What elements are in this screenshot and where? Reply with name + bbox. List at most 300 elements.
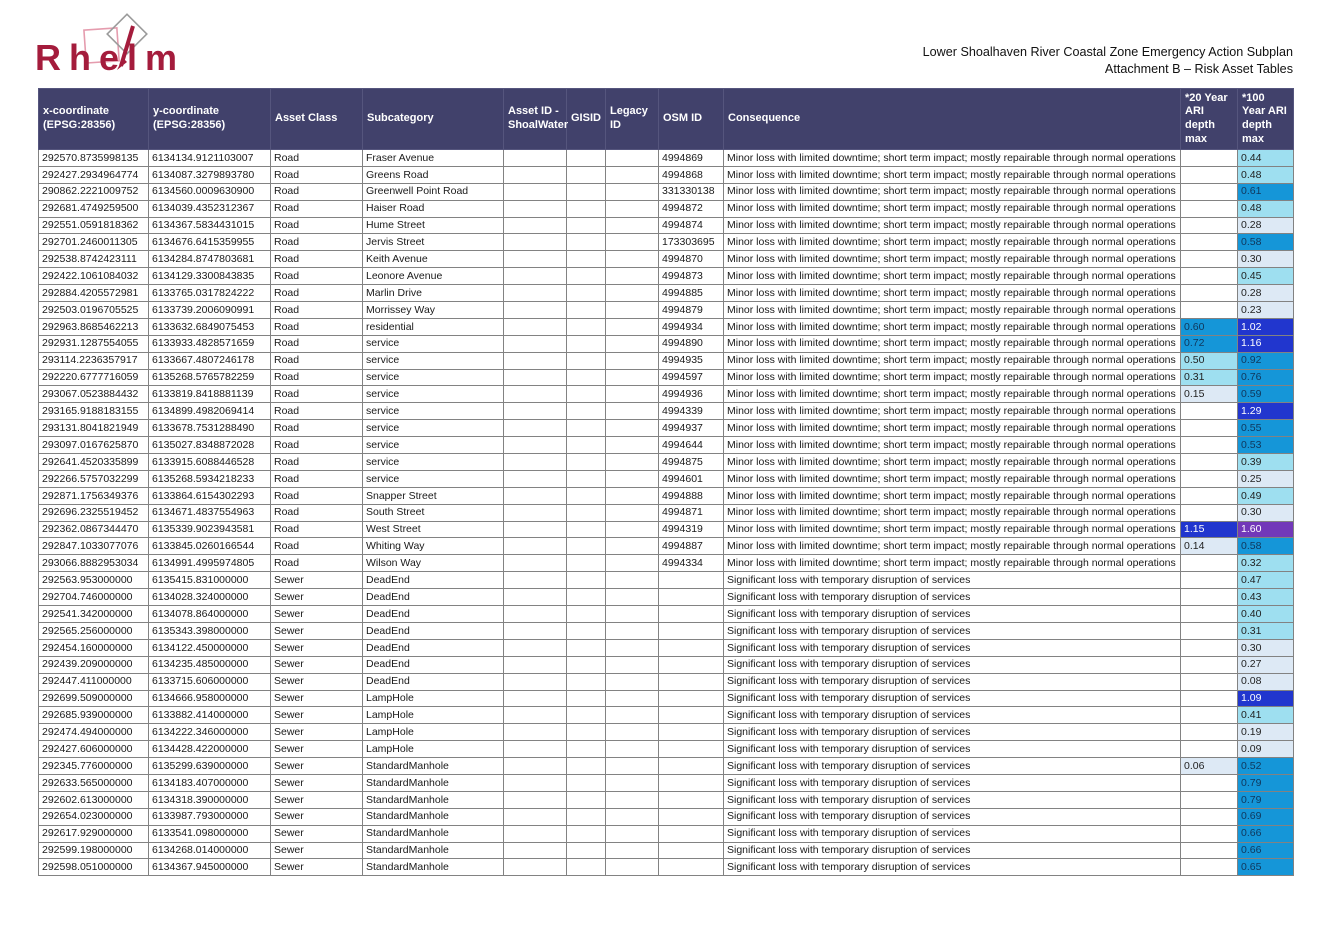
cell-subcategory: Greens Road: [363, 166, 504, 183]
cell-ari100: 0.41: [1238, 707, 1294, 724]
logo-brand-text: Rhelm: [35, 37, 186, 78]
cell-osm_id: [659, 690, 724, 707]
cell-y: 6133987.793000000: [149, 808, 271, 825]
cell-legacy_id: [606, 268, 659, 285]
cell-osm_id: 4994319: [659, 521, 724, 538]
cell-asset_id_shoalwater: [504, 774, 567, 791]
cell-y: 6135268.5765782259: [149, 369, 271, 386]
cell-ari20: [1181, 200, 1238, 217]
cell-ari100: 0.92: [1238, 352, 1294, 369]
cell-legacy_id: [606, 403, 659, 420]
cell-asset_id_shoalwater: [504, 403, 567, 420]
table-row: [39, 504, 1294, 521]
cell-legacy_id: [606, 166, 659, 183]
cell-subcategory: StandardManhole: [363, 808, 504, 825]
cell-osm_id: 4994869: [659, 150, 724, 167]
cell-asset_class: Road: [271, 251, 363, 268]
cell-subcategory: Wilson Way: [363, 555, 504, 572]
cell-subcategory: service: [363, 352, 504, 369]
cell-asset_id_shoalwater: [504, 859, 567, 876]
cell-ari100: 0.44: [1238, 150, 1294, 167]
col-header-ari100: *100 Year ARI depth max: [1238, 89, 1294, 150]
cell-consequence: Significant loss with temporary disruption of services: [724, 589, 1181, 606]
cell-subcategory: service: [363, 437, 504, 454]
cell-legacy_id: [606, 774, 659, 791]
cell-subcategory: Morrissey Way: [363, 302, 504, 319]
cell-y: 6134122.450000000: [149, 639, 271, 656]
cell-asset_id_shoalwater: [504, 386, 567, 403]
cell-asset_class: Road: [271, 318, 363, 335]
cell-legacy_id: [606, 622, 659, 639]
cell-y: 6133933.4828571659: [149, 335, 271, 352]
cell-gisid: [567, 859, 606, 876]
cell-consequence: Significant loss with temporary disruption of services: [724, 842, 1181, 859]
cell-asset_class: Road: [271, 302, 363, 319]
cell-subcategory: Fraser Avenue: [363, 150, 504, 167]
cell-ari100: 0.28: [1238, 217, 1294, 234]
cell-subcategory: Marlin Drive: [363, 285, 504, 302]
cell-gisid: [567, 690, 606, 707]
cell-legacy_id: [606, 420, 659, 437]
cell-gisid: [567, 555, 606, 572]
table-row: [39, 724, 1294, 741]
cell-osm_id: 4994937: [659, 420, 724, 437]
cell-asset_class: Sewer: [271, 656, 363, 673]
cell-consequence: Minor loss with limited downtime; short term impact; mostly repairable through normal operations: [724, 521, 1181, 538]
table-row: [39, 217, 1294, 234]
cell-subcategory: DeadEnd: [363, 572, 504, 589]
cell-legacy_id: [606, 589, 659, 606]
cell-osm_id: 4994334: [659, 555, 724, 572]
cell-y: 6134666.958000000: [149, 690, 271, 707]
title-line-1: Lower Shoalhaven River Coastal Zone Emergency Action Subplan: [922, 45, 1293, 59]
table-row: [39, 572, 1294, 589]
cell-osm_id: 4994868: [659, 166, 724, 183]
cell-asset_class: Road: [271, 521, 363, 538]
col-header-gisid: GISID: [567, 89, 606, 150]
cell-y: 6133819.8418881139: [149, 386, 271, 403]
cell-gisid: [567, 521, 606, 538]
cell-y: 6133541.098000000: [149, 825, 271, 842]
cell-ari20: 0.72: [1181, 335, 1238, 352]
cell-osm_id: 4994935: [659, 352, 724, 369]
cell-consequence: Minor loss with limited downtime; short term impact; mostly repairable through normal operations: [724, 538, 1181, 555]
cell-ari100: 0.30: [1238, 251, 1294, 268]
cell-consequence: Minor loss with limited downtime; short term impact; mostly repairable through normal operations: [724, 504, 1181, 521]
cell-asset_class: Road: [271, 268, 363, 285]
cell-consequence: Minor loss with limited downtime; short term impact; mostly repairable through normal operations: [724, 318, 1181, 335]
cell-asset_id_shoalwater: [504, 673, 567, 690]
cell-y: 6134129.3300843835: [149, 268, 271, 285]
cell-ari20: [1181, 842, 1238, 859]
cell-ari20: [1181, 217, 1238, 234]
cell-ari100: 0.28: [1238, 285, 1294, 302]
cell-gisid: [567, 352, 606, 369]
cell-legacy_id: [606, 538, 659, 555]
cell-subcategory: Leonore Avenue: [363, 268, 504, 285]
cell-subcategory: service: [363, 470, 504, 487]
cell-x: 292345.776000000: [39, 758, 149, 775]
cell-gisid: [567, 166, 606, 183]
cell-consequence: Minor loss with limited downtime; short term impact; mostly repairable through normal operations: [724, 555, 1181, 572]
cell-gisid: [567, 420, 606, 437]
cell-subcategory: StandardManhole: [363, 758, 504, 775]
cell-y: 6134560.0009630900: [149, 183, 271, 200]
cell-consequence: Minor loss with limited downtime; short term impact; mostly repairable through normal operations: [724, 454, 1181, 471]
cell-consequence: Minor loss with limited downtime; short term impact; mostly repairable through normal operations: [724, 285, 1181, 302]
cell-y: 6135415.831000000: [149, 572, 271, 589]
cell-gisid: [567, 606, 606, 623]
cell-asset_class: Sewer: [271, 589, 363, 606]
cell-asset_id_shoalwater: [504, 318, 567, 335]
cell-asset_class: Sewer: [271, 791, 363, 808]
cell-gisid: [567, 183, 606, 200]
cell-consequence: Significant loss with temporary disruption of services: [724, 808, 1181, 825]
cell-subcategory: Snapper Street: [363, 487, 504, 504]
cell-consequence: Significant loss with temporary disruption of services: [724, 606, 1181, 623]
cell-gisid: [567, 302, 606, 319]
cell-subcategory: Jervis Street: [363, 234, 504, 251]
cell-osm_id: 4994601: [659, 470, 724, 487]
cell-asset_class: Road: [271, 487, 363, 504]
cell-subcategory: LampHole: [363, 707, 504, 724]
cell-subcategory: service: [363, 335, 504, 352]
cell-asset_id_shoalwater: [504, 302, 567, 319]
cell-x: 292633.565000000: [39, 774, 149, 791]
cell-ari100: 0.76: [1238, 369, 1294, 386]
cell-osm_id: [659, 774, 724, 791]
cell-asset_id_shoalwater: [504, 724, 567, 741]
cell-x: 292541.342000000: [39, 606, 149, 623]
cell-gisid: [567, 825, 606, 842]
cell-legacy_id: [606, 454, 659, 471]
cell-x: 292551.0591818362: [39, 217, 149, 234]
cell-asset_id_shoalwater: [504, 656, 567, 673]
cell-consequence: Significant loss with temporary disruption of services: [724, 673, 1181, 690]
cell-ari20: [1181, 774, 1238, 791]
cell-gisid: [567, 268, 606, 285]
cell-asset_id_shoalwater: [504, 251, 567, 268]
table-row: [39, 166, 1294, 183]
cell-subcategory: service: [363, 420, 504, 437]
cell-osm_id: [659, 589, 724, 606]
cell-asset_class: Road: [271, 386, 363, 403]
cell-x: 292220.6777716059: [39, 369, 149, 386]
cell-ari100: 0.69: [1238, 808, 1294, 825]
cell-x: 292439.209000000: [39, 656, 149, 673]
col-header-x: x-coordinate (EPSG:28356): [39, 89, 149, 150]
cell-gisid: [567, 758, 606, 775]
cell-legacy_id: [606, 251, 659, 268]
cell-gisid: [567, 791, 606, 808]
cell-consequence: Minor loss with limited downtime; short term impact; mostly repairable through normal operations: [724, 386, 1181, 403]
cell-consequence: Significant loss with temporary disruption of services: [724, 639, 1181, 656]
cell-x: 292563.953000000: [39, 572, 149, 589]
table-row: [39, 521, 1294, 538]
cell-asset_class: Road: [271, 183, 363, 200]
cell-asset_id_shoalwater: [504, 555, 567, 572]
cell-ari100: 0.53: [1238, 437, 1294, 454]
cell-legacy_id: [606, 521, 659, 538]
cell-osm_id: [659, 791, 724, 808]
cell-gisid: [567, 808, 606, 825]
cell-x: 293165.9188183155: [39, 403, 149, 420]
cell-x: 293131.8041821949: [39, 420, 149, 437]
cell-consequence: Significant loss with temporary disruption of services: [724, 724, 1181, 741]
cell-asset_class: Road: [271, 437, 363, 454]
cell-asset_class: Road: [271, 150, 363, 167]
cell-consequence: Minor loss with limited downtime; short term impact; mostly repairable through normal operations: [724, 251, 1181, 268]
cell-gisid: [567, 318, 606, 335]
cell-asset_id_shoalwater: [504, 690, 567, 707]
cell-x: 292685.939000000: [39, 707, 149, 724]
cell-subcategory: StandardManhole: [363, 825, 504, 842]
cell-y: 6135268.5934218233: [149, 470, 271, 487]
cell-y: 6134428.422000000: [149, 741, 271, 758]
cell-asset_class: Sewer: [271, 707, 363, 724]
cell-x: 292931.1287554055: [39, 335, 149, 352]
cell-ari20: 1.15: [1181, 521, 1238, 538]
cell-gisid: [567, 538, 606, 555]
cell-ari20: [1181, 403, 1238, 420]
cell-subcategory: service: [363, 369, 504, 386]
cell-asset_id_shoalwater: [504, 707, 567, 724]
cell-x: 292696.2325519452: [39, 504, 149, 521]
cell-subcategory: residential: [363, 318, 504, 335]
cell-legacy_id: [606, 217, 659, 234]
cell-ari20: [1181, 656, 1238, 673]
cell-ari20: 0.60: [1181, 318, 1238, 335]
cell-consequence: Significant loss with temporary disruption of services: [724, 758, 1181, 775]
cell-legacy_id: [606, 606, 659, 623]
cell-asset_id_shoalwater: [504, 808, 567, 825]
cell-ari20: [1181, 234, 1238, 251]
cell-legacy_id: [606, 707, 659, 724]
cell-ari20: 0.14: [1181, 538, 1238, 555]
cell-legacy_id: [606, 335, 659, 352]
cell-y: 6134268.014000000: [149, 842, 271, 859]
cell-gisid: [567, 487, 606, 504]
cell-legacy_id: [606, 724, 659, 741]
cell-asset_id_shoalwater: [504, 420, 567, 437]
cell-asset_id_shoalwater: [504, 369, 567, 386]
cell-ari100: 0.79: [1238, 774, 1294, 791]
cell-consequence: Significant loss with temporary disruption of services: [724, 774, 1181, 791]
cell-ari20: [1181, 791, 1238, 808]
cell-y: 6134671.4837554963: [149, 504, 271, 521]
cell-y: 6133765.0317824222: [149, 285, 271, 302]
cell-ari20: [1181, 741, 1238, 758]
col-header-legacy_id: Legacy ID: [606, 89, 659, 150]
cell-legacy_id: [606, 487, 659, 504]
cell-asset_id_shoalwater: [504, 639, 567, 656]
cell-ari100: 0.48: [1238, 166, 1294, 183]
cell-ari20: 0.06: [1181, 758, 1238, 775]
cell-ari20: [1181, 470, 1238, 487]
cell-ari100: 0.65: [1238, 859, 1294, 876]
col-header-osm_id: OSM ID: [659, 89, 724, 150]
table-row: [39, 842, 1294, 859]
cell-consequence: Significant loss with temporary disruption of services: [724, 859, 1181, 876]
cell-consequence: Significant loss with temporary disruption of services: [724, 572, 1181, 589]
cell-x: 292599.198000000: [39, 842, 149, 859]
cell-subcategory: DeadEnd: [363, 673, 504, 690]
table-row: [39, 183, 1294, 200]
cell-y: 6133715.606000000: [149, 673, 271, 690]
cell-x: 292602.613000000: [39, 791, 149, 808]
cell-ari100: 0.19: [1238, 724, 1294, 741]
col-header-asset_class: Asset Class: [271, 89, 363, 150]
cell-legacy_id: [606, 183, 659, 200]
cell-ari100: 0.66: [1238, 825, 1294, 842]
cell-y: 6134039.4352312367: [149, 200, 271, 217]
cell-asset_id_shoalwater: [504, 538, 567, 555]
cell-ari20: [1181, 859, 1238, 876]
cell-gisid: [567, 217, 606, 234]
table-row: [39, 386, 1294, 403]
cell-y: 6134183.407000000: [149, 774, 271, 791]
table-row: [39, 555, 1294, 572]
cell-ari20: [1181, 639, 1238, 656]
cell-legacy_id: [606, 842, 659, 859]
cell-y: 6134367.5834431015: [149, 217, 271, 234]
cell-consequence: Minor loss with limited downtime; short term impact; mostly repairable through normal operations: [724, 183, 1181, 200]
cell-legacy_id: [606, 386, 659, 403]
cell-asset_class: Sewer: [271, 690, 363, 707]
cell-y: 6135343.398000000: [149, 622, 271, 639]
cell-gisid: [567, 504, 606, 521]
cell-legacy_id: [606, 859, 659, 876]
cell-x: 293097.0167625870: [39, 437, 149, 454]
cell-x: 292654.023000000: [39, 808, 149, 825]
cell-legacy_id: [606, 504, 659, 521]
cell-consequence: Minor loss with limited downtime; short term impact; mostly repairable through normal operations: [724, 150, 1181, 167]
cell-gisid: [567, 707, 606, 724]
cell-x: 292701.2460011305: [39, 234, 149, 251]
cell-ari100: 0.79: [1238, 791, 1294, 808]
cell-subcategory: StandardManhole: [363, 859, 504, 876]
cell-osm_id: [659, 808, 724, 825]
cell-asset_class: Road: [271, 369, 363, 386]
cell-subcategory: Keith Avenue: [363, 251, 504, 268]
cell-consequence: Significant loss with temporary disruption of services: [724, 656, 1181, 673]
table-body: [39, 150, 1294, 876]
table-row: [39, 825, 1294, 842]
cell-ari100: 0.61: [1238, 183, 1294, 200]
cell-ari100: 1.60: [1238, 521, 1294, 538]
cell-ari20: [1181, 420, 1238, 437]
cell-x: 292617.929000000: [39, 825, 149, 842]
cell-y: 6134367.945000000: [149, 859, 271, 876]
cell-subcategory: Hume Street: [363, 217, 504, 234]
cell-y: 6135027.8348872028: [149, 437, 271, 454]
cell-legacy_id: [606, 200, 659, 217]
cell-subcategory: South Street: [363, 504, 504, 521]
cell-gisid: [567, 200, 606, 217]
cell-osm_id: 4994934: [659, 318, 724, 335]
cell-y: 6133845.0260166544: [149, 538, 271, 555]
cell-asset_id_shoalwater: [504, 791, 567, 808]
table-row: [39, 673, 1294, 690]
cell-x: 292422.1061084032: [39, 268, 149, 285]
cell-legacy_id: [606, 285, 659, 302]
cell-asset_id_shoalwater: [504, 842, 567, 859]
table-row: [39, 335, 1294, 352]
cell-gisid: [567, 386, 606, 403]
cell-osm_id: [659, 842, 724, 859]
cell-ari100: 1.29: [1238, 403, 1294, 420]
cell-y: 6133882.414000000: [149, 707, 271, 724]
cell-asset_class: Road: [271, 217, 363, 234]
cell-ari100: 0.55: [1238, 420, 1294, 437]
cell-legacy_id: [606, 555, 659, 572]
cell-osm_id: 4994872: [659, 200, 724, 217]
cell-ari100: 0.59: [1238, 386, 1294, 403]
cell-consequence: Significant loss with temporary disruption of services: [724, 825, 1181, 842]
cell-subcategory: service: [363, 386, 504, 403]
cell-x: 292538.8742423111: [39, 251, 149, 268]
rhelm-logo-graphic: [33, 12, 213, 82]
cell-asset_id_shoalwater: [504, 150, 567, 167]
cell-asset_class: Sewer: [271, 606, 363, 623]
cell-x: 292598.051000000: [39, 859, 149, 876]
cell-x: 292681.4749259500: [39, 200, 149, 217]
cell-asset_class: Sewer: [271, 774, 363, 791]
cell-osm_id: [659, 673, 724, 690]
cell-osm_id: 331330138: [659, 183, 724, 200]
cell-consequence: Minor loss with limited downtime; short term impact; mostly repairable through normal operations: [724, 437, 1181, 454]
cell-asset_id_shoalwater: [504, 335, 567, 352]
cell-ari20: [1181, 285, 1238, 302]
table-row: [39, 302, 1294, 319]
table-row: [39, 420, 1294, 437]
cell-y: 6135339.9023943581: [149, 521, 271, 538]
cell-asset_class: Road: [271, 403, 363, 420]
cell-y: 6134318.390000000: [149, 791, 271, 808]
cell-subcategory: service: [363, 403, 504, 420]
cell-asset_class: Sewer: [271, 808, 363, 825]
cell-ari100: 0.32: [1238, 555, 1294, 572]
cell-x: 292362.0867344470: [39, 521, 149, 538]
cell-asset_class: Road: [271, 454, 363, 471]
cell-ari20: [1181, 555, 1238, 572]
cell-legacy_id: [606, 690, 659, 707]
cell-legacy_id: [606, 470, 659, 487]
cell-asset_id_shoalwater: [504, 285, 567, 302]
cell-consequence: Minor loss with limited downtime; short term impact; mostly repairable through normal operations: [724, 335, 1181, 352]
table-row: [39, 639, 1294, 656]
cell-consequence: Minor loss with limited downtime; short term impact; mostly repairable through normal operations: [724, 200, 1181, 217]
cell-asset_class: Sewer: [271, 639, 363, 656]
cell-asset_id_shoalwater: [504, 521, 567, 538]
table-row: [39, 150, 1294, 167]
cell-x: 292871.1756349376: [39, 487, 149, 504]
cell-osm_id: 4994885: [659, 285, 724, 302]
cell-ari100: 1.02: [1238, 318, 1294, 335]
cell-ari20: [1181, 606, 1238, 623]
cell-osm_id: [659, 622, 724, 639]
cell-ari100: 0.58: [1238, 234, 1294, 251]
cell-asset_class: Road: [271, 234, 363, 251]
table-row: [39, 251, 1294, 268]
cell-subcategory: DeadEnd: [363, 606, 504, 623]
cell-consequence: Minor loss with limited downtime; short term impact; mostly repairable through normal operations: [724, 166, 1181, 183]
cell-asset_id_shoalwater: [504, 606, 567, 623]
cell-ari20: 0.31: [1181, 369, 1238, 386]
cell-consequence: Minor loss with limited downtime; short term impact; mostly repairable through normal operations: [724, 470, 1181, 487]
table-row: [39, 774, 1294, 791]
cell-consequence: Significant loss with temporary disruption of services: [724, 622, 1181, 639]
